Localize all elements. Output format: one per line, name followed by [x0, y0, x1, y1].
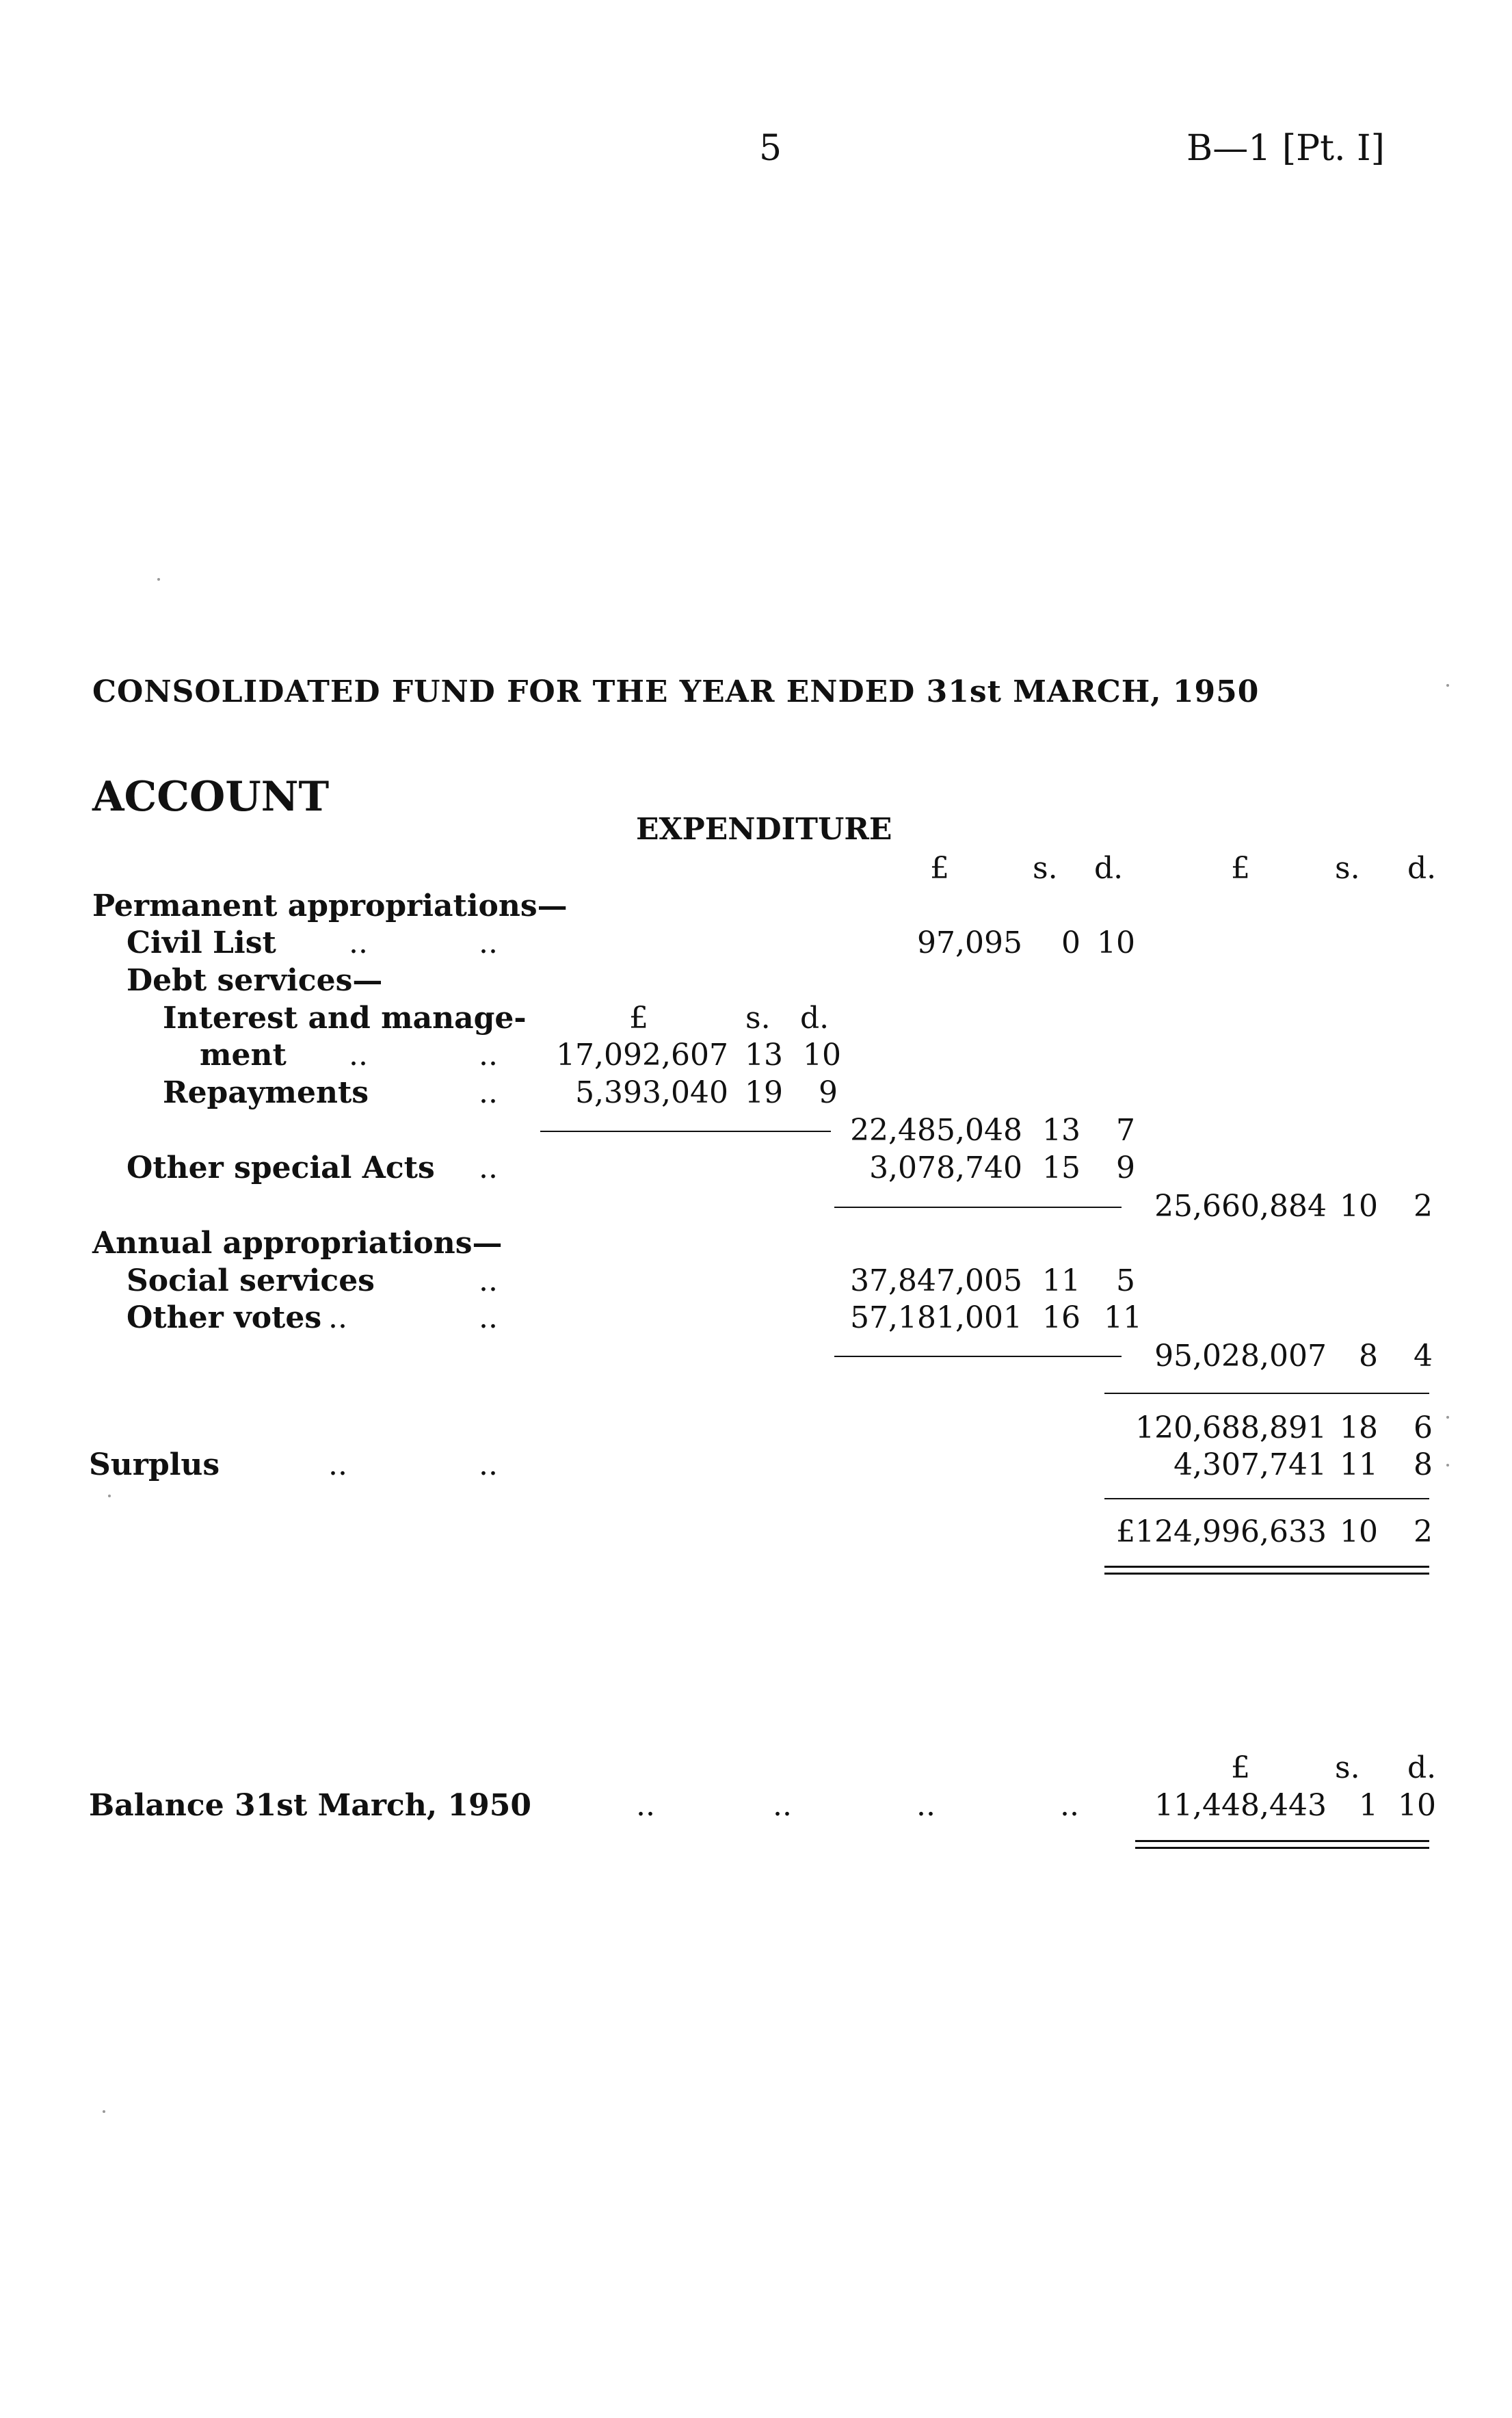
leader-dots: ..: [479, 1263, 498, 1298]
social-services-shillings: 11: [1042, 1263, 1080, 1298]
balance-label: Balance 31st March, 1950: [89, 1788, 531, 1823]
permanent-total-pounds: 25,660,884: [1154, 1189, 1327, 1224]
leader-dots: ..: [479, 1151, 498, 1185]
document-reference: B—1 [Pt. I]: [1186, 128, 1385, 169]
rule-permanent-subtotal: [834, 1207, 1122, 1208]
leader-dots: ..: [479, 1300, 498, 1335]
debt-total-shillings: 13: [1042, 1113, 1080, 1148]
debt-total-pounds: 22,485,048: [850, 1113, 1022, 1148]
annual-total-shillings: 8: [1359, 1339, 1378, 1374]
subtotal-pounds: 120,688,891: [1135, 1410, 1327, 1445]
leader-dots: ..: [479, 1447, 498, 1482]
repayments-pounds: 5,393,040: [575, 1075, 728, 1110]
interest-pounds: 17,092,607: [556, 1038, 728, 1073]
surplus-pounds: 4,307,741: [1173, 1447, 1327, 1482]
repayments-label: Repayments: [163, 1075, 369, 1110]
double-rule-bottom: [1104, 1573, 1429, 1575]
other-special-pounds: 3,078,740: [869, 1151, 1022, 1185]
col-header-pence-inner: d.: [800, 1001, 830, 1036]
balance-col-header-pound: £: [1231, 1750, 1250, 1785]
rule-grand-total: [1104, 1498, 1429, 1499]
social-services-pence: 5: [1116, 1263, 1135, 1298]
civil-list-pence: 10: [1097, 925, 1135, 960]
grand-total-pence: 2: [1414, 1514, 1433, 1549]
leader-dots: ..: [773, 1788, 792, 1823]
leader-dots: ..: [328, 1300, 347, 1335]
balance-col-header-shilling: s.: [1335, 1750, 1360, 1785]
permanent-total-pence: 2: [1414, 1189, 1433, 1224]
interest-label-line2: ment: [200, 1038, 287, 1073]
col-header-pound-mid: £: [930, 851, 949, 886]
other-special-pence: 9: [1116, 1151, 1135, 1185]
scan-speck: [108, 1495, 111, 1497]
other-votes-pounds: 57,181,001: [850, 1300, 1022, 1335]
balance-pounds: 11,448,443: [1154, 1788, 1327, 1823]
balance-double-rule-bottom: [1135, 1847, 1429, 1849]
civil-list-shillings: 0: [1061, 925, 1080, 960]
civil-list-label: Civil List: [127, 925, 276, 960]
page-number: 5: [759, 128, 782, 169]
balance-shillings: 1: [1359, 1788, 1378, 1823]
subtotal-shillings: 18: [1340, 1410, 1378, 1445]
scan-speck: [157, 578, 160, 581]
interest-shillings: 13: [745, 1038, 783, 1073]
col-header-pence-mid: d.: [1094, 851, 1124, 886]
scan-speck: [103, 2110, 105, 2113]
surplus-pence: 8: [1414, 1447, 1433, 1482]
balance-col-header-pence: d.: [1407, 1750, 1437, 1785]
col-header-shilling-mid: s.: [1033, 851, 1058, 886]
rule-annual-subtotal: [834, 1356, 1122, 1357]
other-special-shillings: 15: [1042, 1151, 1080, 1185]
leader-dots: ..: [636, 1788, 655, 1823]
col-header-pence-right: d.: [1407, 851, 1437, 886]
other-votes-label: Other votes: [127, 1300, 322, 1335]
other-special-acts-label: Other special Acts: [127, 1151, 435, 1185]
leader-dots: ..: [328, 1447, 347, 1482]
debt-total-pence: 7: [1116, 1113, 1135, 1148]
col-header-shilling-right: s.: [1335, 851, 1360, 886]
other-votes-pence: 11: [1104, 1300, 1142, 1335]
col-header-pound-inner: £: [629, 1001, 648, 1036]
balance-pence: 10: [1398, 1788, 1436, 1823]
repayments-shillings: 19: [745, 1075, 783, 1110]
leader-dots: ..: [1060, 1788, 1079, 1823]
repayments-pence: 9: [819, 1075, 838, 1110]
social-services-label: Social services: [127, 1263, 375, 1298]
col-header-pound-right: £: [1231, 851, 1250, 886]
expenditure-heading: EXPENDITURE: [636, 812, 892, 847]
col-header-shilling-inner: s.: [745, 1001, 771, 1036]
page-title: CONSOLIDATED FUND FOR THE YEAR ENDED 31st MARCH, 1950: [92, 674, 1260, 709]
double-rule-top: [1104, 1566, 1429, 1568]
other-votes-shillings: 16: [1042, 1300, 1080, 1335]
scan-speck: [1446, 1416, 1449, 1419]
leader-dots: ..: [349, 925, 368, 960]
leader-dots: ..: [349, 1038, 368, 1073]
annual-total-pence: 4: [1414, 1339, 1433, 1374]
leader-dots: ..: [479, 1038, 498, 1073]
permanent-total-shillings: 10: [1340, 1189, 1378, 1224]
annual-appropriations-label: Annual appropriations—: [92, 1226, 503, 1261]
annual-total-pounds: 95,028,007: [1154, 1339, 1327, 1374]
interest-pence: 10: [803, 1038, 841, 1073]
leader-dots: ..: [479, 1075, 498, 1110]
civil-list-pounds: 97,095: [917, 925, 1022, 960]
scan-speck: [1446, 684, 1449, 687]
rule-debt-subtotal: [540, 1131, 831, 1132]
surplus-label: Surplus: [89, 1447, 220, 1482]
permanent-appropriations-label: Permanent appropriations—: [92, 889, 568, 923]
account-heading: ACCOUNT: [92, 773, 330, 821]
leader-dots: ..: [916, 1788, 936, 1823]
grand-total-shillings: 10: [1340, 1514, 1378, 1549]
subtotal-pence: 6: [1414, 1410, 1433, 1445]
leader-dots: ..: [479, 925, 498, 960]
interest-label-line1: Interest and manage-: [163, 1001, 527, 1036]
debt-services-label: Debt services—: [127, 963, 383, 998]
balance-double-rule-top: [1135, 1840, 1429, 1842]
scan-speck: [1446, 1464, 1449, 1467]
surplus-shillings: 11: [1340, 1447, 1378, 1482]
social-services-pounds: 37,847,005: [850, 1263, 1022, 1298]
rule-subtotal: [1104, 1393, 1429, 1394]
grand-total-pounds: £124,996,633: [1116, 1514, 1327, 1549]
